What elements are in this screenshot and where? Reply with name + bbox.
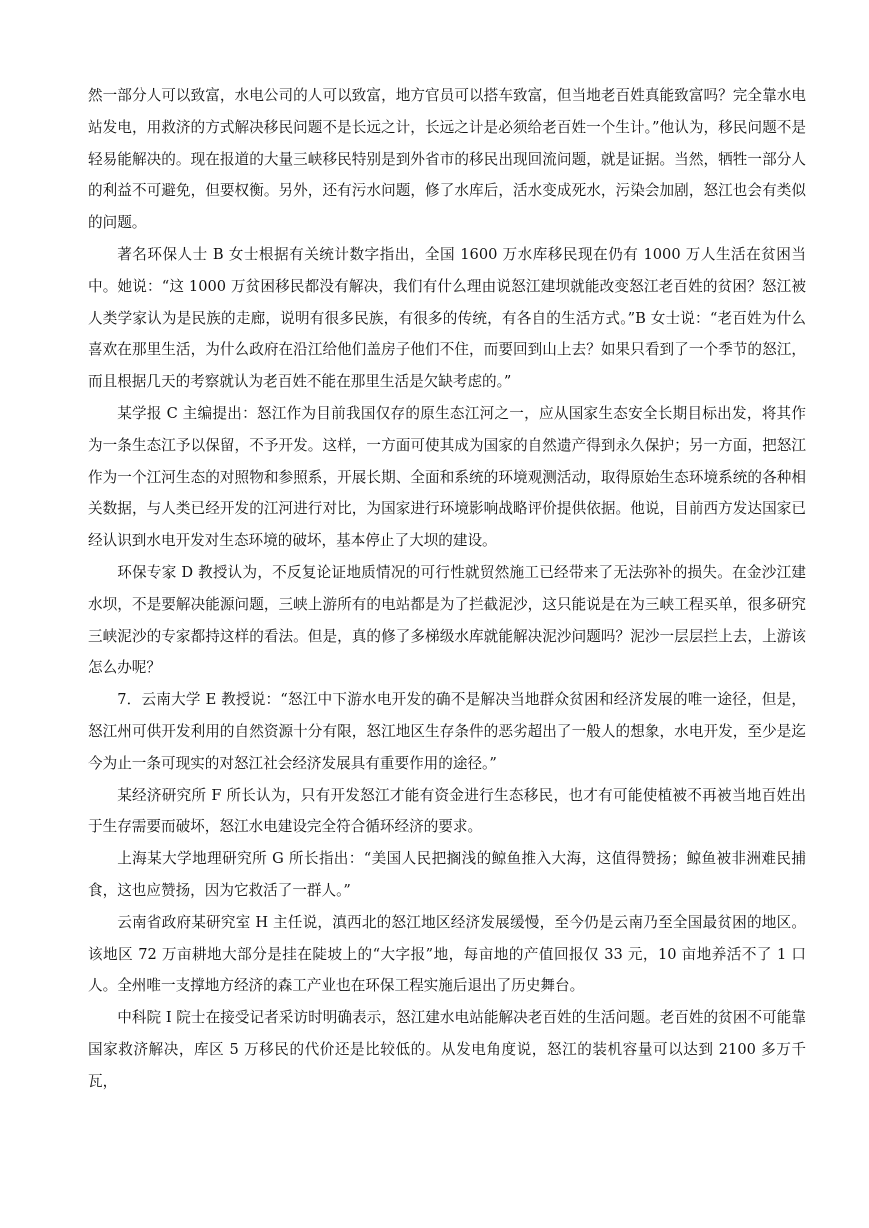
paragraph-f-opinion: 某经济研究所 F 所长认为，只有开发怒江才能有资金进行生态移民，也才有可能使植被不再被当地百姓出于生存需要而破坏，怒江水电建设完全符合循环经济的要求。 [88,786,806,836]
paragraph-continuation: 然一部分人可以致富，水电公司的人可以致富，地方官员可以搭车致富，但当地老百姓真能致富吗？完全靠水电站发电，用救济的方式解决移民问题不是长远之计，长远之计是必须给老百姓一个生计。”他认为，移民问题不是轻易能解决的。现在报道的大量三峡移民特别是到外省市的移民出现回流问题，就是证据。当然，牺牲一部分人的利益不可避免，但要权衡。另外，还有污水问题，修了水库后，活水变成死水，污染会加剧，怒江也会有类似的问题。 [88,87,806,232]
paragraph-c-opinion: 某学报 C 主编提出：怒江作为目前我国仅存的原生态江河之一，应从国家生态安全长期目标出发，将其作为一条生态江予以保留，不予开发。这样，一方面可使其成为国家的自然遗产得到永久保护；另一方面，把怒江作为一个江河生态的对照物和参照系，开展长期、全面和系统的环境观测活动，取得原始生态环境系统的各种相关数据，与人类已经开发的江河进行对比，为国家进行环境影响战略评价提供依据。他说，目前西方发达国家已经认识到水电开发对生态环境的破坏，基本停止了大坝的建设。 [88,404,806,550]
paragraph-b-opinion: 著名环保人士 B 女士根据有关统计数字指出，全国 1600 万水库移民现在仍有 1000 万人生活在贫困当中。她说：“这 1000 万贫困移民都没有解决，我们有什么理由说怒江建坝就能改变怒江老百姓的贫困？怒江被人类学家认为是民族的走廊，说明有很多民族，有很多的传统，有各自的生活方式。”B 女士说：“老百姓为什么喜欢在那里生活，为什么政府在沿江给他们盖房子他们不住，而要回到山上去？如果只看到了一个季节的怒江，而且根据几天的考察就认为老百姓不能在那里生活是欠缺考虑的。” [88,245,806,391]
paragraph-i-opinion: 中科院 I 院士在接受记者采访时明确表示，怒江建水电站能解决老百姓的生活问题。老百姓的贫困不可能靠国家救济解决，库区 5 万移民的代价还是比较低的。从发电角度说，怒江的装机容量可以达到 2100 多万千瓦， [88,1009,807,1090]
paragraph-h-opinion: 云南省政府某研究室 H 主任说，滇西北的怒江地区经济发展缓慢，至今仍是云南乃至全国最贫困的地区。该地区 72 万亩耕地大部分是挂在陡坡上的“大字报”地，每亩地的产值回报仅 33 元，10 亩地养活不了 1 口人。全州唯一支撑地方经济的森工产业也在环保工程实施后退出了历史舞台。 [88,913,806,995]
document-page [88,80,806,1098]
paragraph-g-opinion: 上海某大学地理研究所 G 所长指出：“美国人民把搁浅的鲸鱼推入大海，这值得赞扬；鲸鱼被非洲难民捕食，这也应赞扬，因为它救活了一群人。” [88,850,806,899]
paragraph-e-opinion: 7．云南大学 E 教授说：“怒江中下游水电开发的确不是解决当地群众贫困和经济发展的唯一途径，但是，怒江州可供开发利用的自然资源十分有限，怒江地区生存条件的恶劣超出了一般人的想象，水电开发，至少是迄今为止一条可现实的对怒江社会经济发展具有重要作用的途径。” [88,691,806,772]
paragraph-d-opinion: 环保专家 D 教授认为，不反复论证地质情况的可行性就贸然施工已经带来了无法弥补的损失。在金沙江建水坝，不是要解决能源问题，三峡上游所有的电站都是为了拦截泥沙，这只能说是在为三峡工程买单，很多研究三峡泥沙的专家都持这样的看法。但是，真的修了多梯级水库就能解决泥沙问题吗？泥沙一层层拦上去，上游该怎么办呢？ [88,563,806,677]
